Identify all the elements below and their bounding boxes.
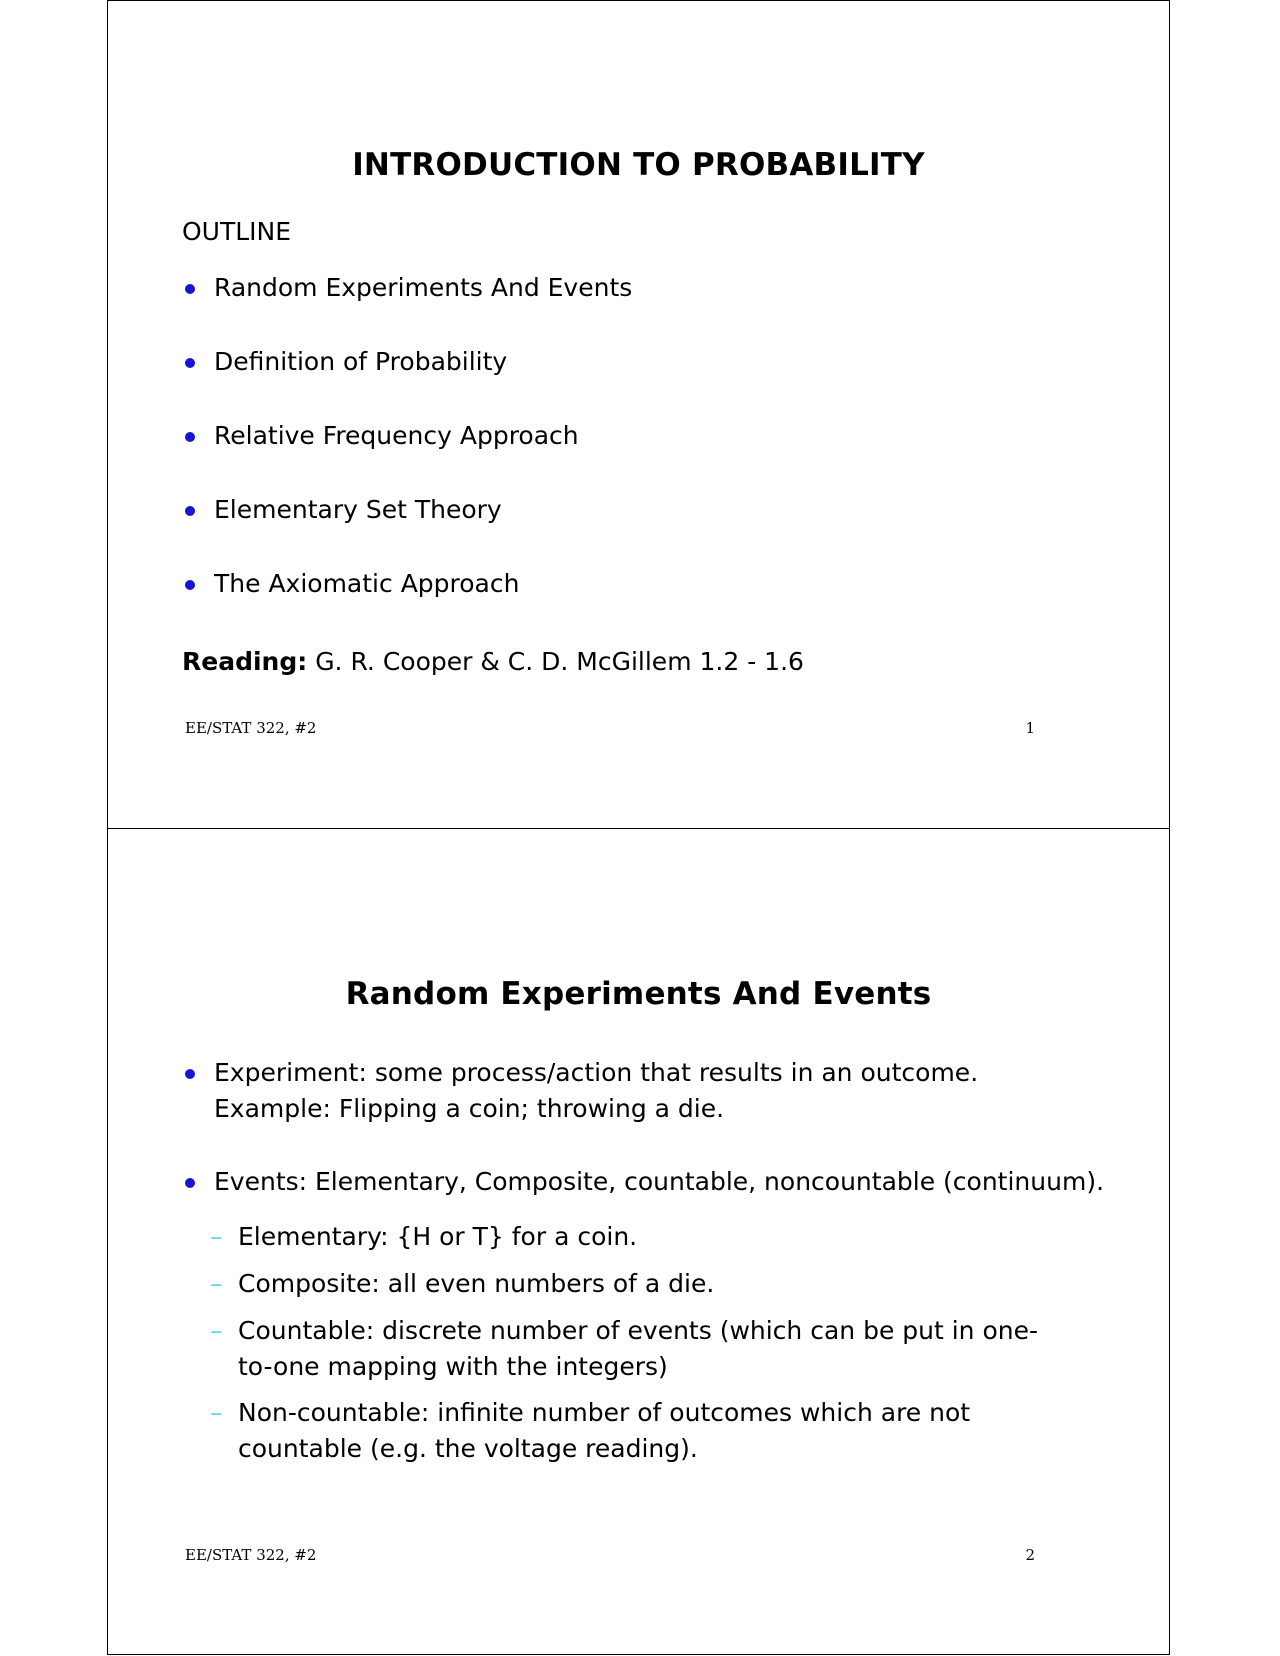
bullet-icon (185, 284, 195, 294)
bullet-icon (185, 432, 195, 442)
slide-1 (107, 0, 1170, 829)
sub-list-item-text: Non-countable: infinite number of outcomes which are not countable (e.g. the voltage reading). (238, 1398, 971, 1463)
sub-list-item-text: Composite: all even numbers of a die. (238, 1269, 715, 1298)
slide-2 (107, 828, 1170, 1655)
footer-course: EE/STAT 322, #2 (185, 719, 317, 737)
dash-icon: – (210, 1398, 223, 1427)
reading-text: G. R. Cooper & C. D. McGillem 1.2 - 1.6 (315, 647, 804, 676)
footer-course: EE/STAT 322, #2 (185, 1546, 317, 1564)
bullet-icon (185, 1069, 195, 1079)
slide-title: INTRODUCTION TO PROBABILITY (352, 147, 925, 183)
list-item-text: The Axiomatic Approach (214, 569, 520, 598)
page-number: 2 (1025, 1546, 1035, 1564)
list-item-text: Experiment: some process/action that results in an outcome. (214, 1058, 979, 1087)
sub-list-item-text: Countable: discrete number of events (which can be put in one-to-one mapping with the integers) (238, 1316, 1039, 1381)
list-item-text: Example: Flipping a coin; throwing a die. (214, 1094, 725, 1123)
list-item-text: Definition of Probability (214, 347, 508, 376)
page-number: 1 (1025, 719, 1035, 737)
reading-reference (182, 647, 804, 676)
slide-title: Random Experiments And Events (345, 976, 932, 1012)
bullet-icon (185, 1178, 195, 1188)
outline-label: OUTLINE (182, 217, 292, 246)
sub-list-item-text: Elementary: {H or T} for a coin. (238, 1222, 638, 1251)
dash-icon: – (210, 1222, 223, 1251)
bullet-icon (185, 358, 195, 368)
list-item-text: Elementary Set Theory (214, 495, 502, 524)
bullet-icon (185, 580, 195, 590)
dash-icon: – (210, 1269, 223, 1298)
list-item-text: Events: Elementary, Composite, countable, noncountable (continuum). (214, 1167, 1105, 1196)
reading-label: Reading: (182, 647, 308, 676)
list-item-text: Random Experiments And Events (214, 273, 633, 302)
bullet-icon (185, 506, 195, 516)
list-item-text: Relative Frequency Approach (214, 421, 579, 450)
dash-icon: – (210, 1316, 223, 1345)
